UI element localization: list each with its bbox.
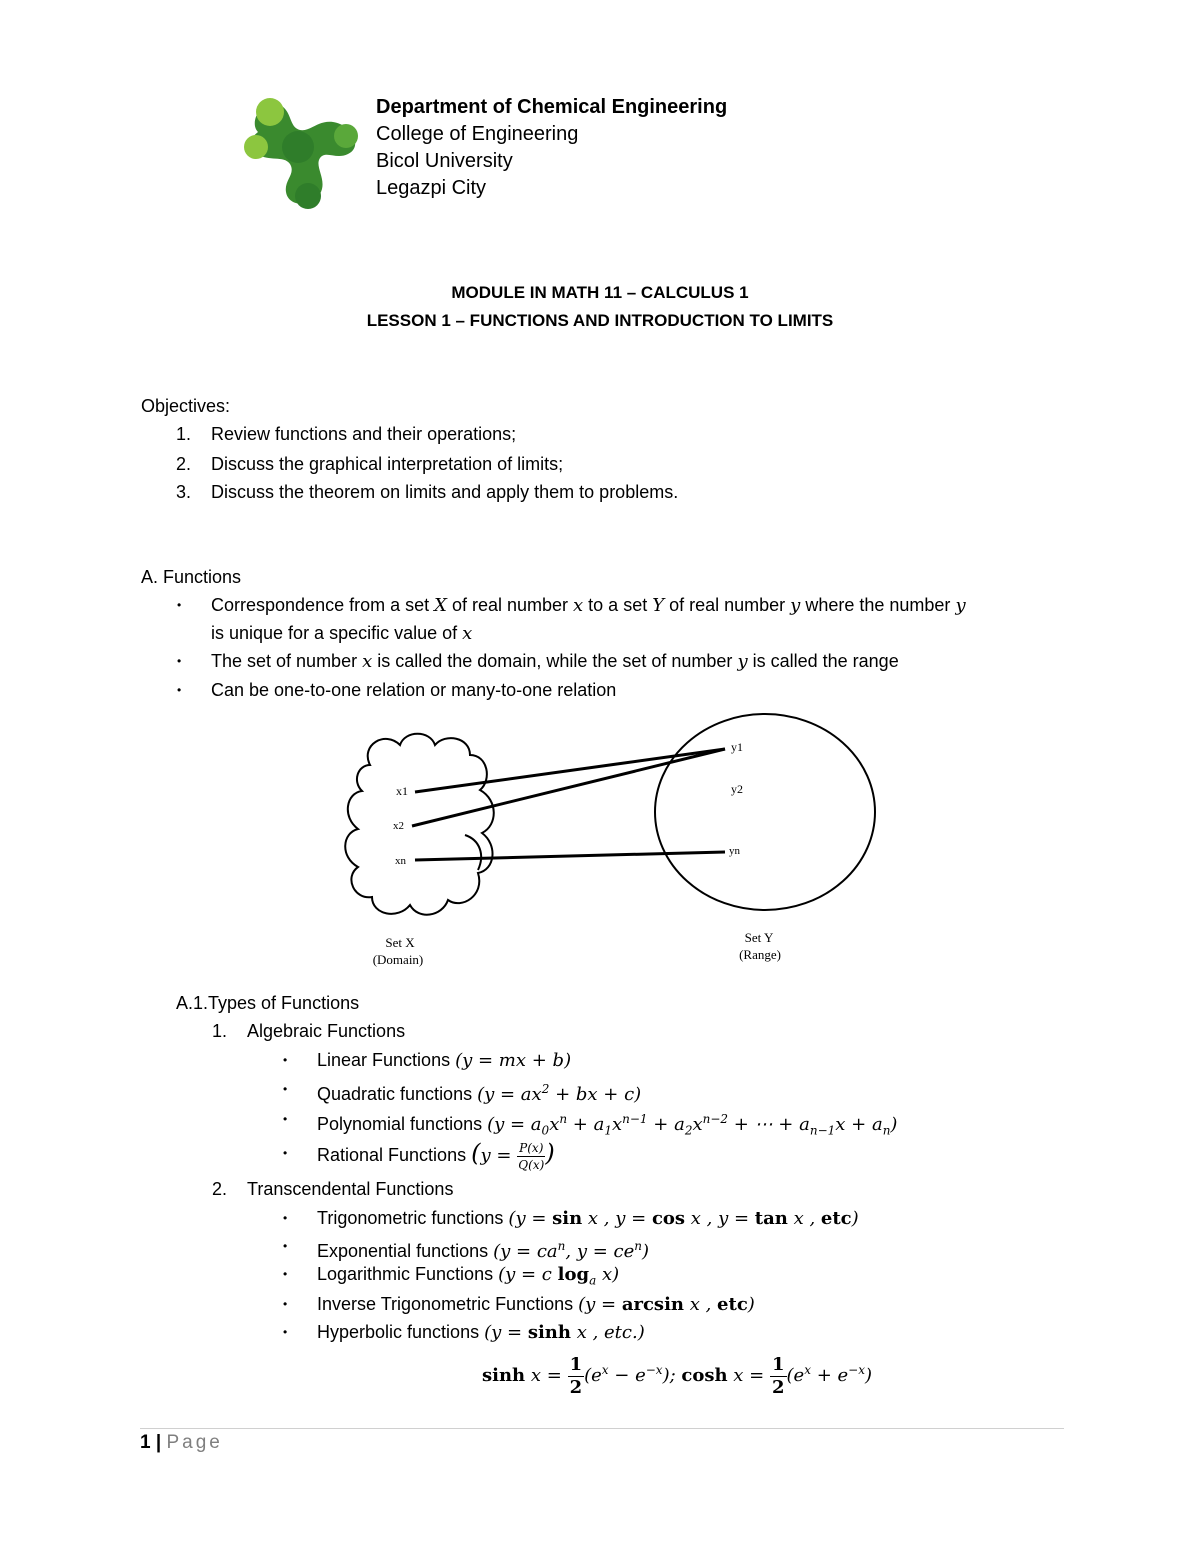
transcendental-number: 2. [212, 1179, 228, 1199]
algebraic-label: Algebraic Functions [247, 1021, 406, 1041]
text-fragment: is unique for a specific value of [211, 623, 463, 643]
text-fragment: to a set [583, 595, 653, 615]
bullet-icon: • [177, 683, 182, 697]
range-point-y2: y2 [731, 782, 743, 796]
section-a-heading: A. Functions [141, 567, 242, 587]
bullet-icon: • [283, 1211, 288, 1225]
polynomial-equation: ($y = a_0x^n + a_1x^{n-1} + a_2x^{n-2}$ + ⋯ + $a_{n-1}x + a_n$) [487, 1112, 898, 1138]
functions-definition [211, 594, 966, 617]
bullet-icon: • [177, 654, 182, 668]
set-x-label: Set X [385, 935, 415, 950]
algebraic-number: 1. [212, 1021, 228, 1041]
department-name: Department of Chemical Engineering [376, 96, 728, 118]
fraction-numerator: 1 [771, 1353, 785, 1375]
objective-number-3: 3. [176, 482, 192, 502]
types-heading: A.1.Types of Functions [176, 993, 360, 1013]
page-footer [140, 1432, 223, 1454]
text-fragment: Trigonometric functions [317, 1208, 509, 1228]
bullet-icon: • [283, 1053, 288, 1067]
text-fragment: Logarithmic Functions [317, 1264, 499, 1284]
exponential-equation: ($y = ca^n$, $y = ce^n$) [493, 1239, 650, 1262]
page-label: Page [166, 1432, 223, 1453]
bullet-icon: • [283, 1239, 288, 1253]
rational-fraction [517, 1140, 545, 1173]
bullet-icon: • [283, 1297, 288, 1311]
range-point-yn: yn [729, 845, 740, 857]
fraction-denominator: 2 [771, 1376, 785, 1398]
department-header [376, 94, 727, 202]
formula-part: $(e^x - e^{-x})$; [584, 1363, 682, 1386]
fraction-numerator: 1 [569, 1353, 583, 1375]
text-fragment: Correspondence from a set [211, 595, 435, 615]
exponential-functions [317, 1235, 649, 1263]
set-x-sublabel: (Domain) [372, 952, 424, 967]
text-fragment: of real number [446, 595, 574, 615]
objective-item-3: Discuss the theorem on limits and apply them to problems. [211, 482, 679, 502]
half-fraction [568, 1354, 585, 1399]
text-fragment: Quadratic functions [317, 1084, 478, 1104]
page-number: 1 [140, 1432, 151, 1453]
bullet-icon: • [177, 598, 182, 612]
math-var: Y [652, 595, 665, 616]
hyperbolic-equation: (y = sinh x , etc.) [484, 1322, 645, 1343]
footer-separator: | [150, 1432, 167, 1453]
domain-range-definition [211, 650, 899, 673]
math-var: X [434, 595, 447, 616]
trig-equation: (y = sin x , y = cos x , y = tan x , etc) [508, 1208, 859, 1229]
text-fragment: is called the domain, while the set of number [372, 651, 738, 671]
half-fraction [770, 1354, 787, 1399]
math-var: y [790, 595, 801, 616]
formula-part: x = [525, 1365, 568, 1386]
quadratic-equation: ($y = ax^2$ + bx + c) [477, 1082, 642, 1105]
linear-equation: (y = mx + b) [455, 1050, 572, 1071]
text-fragment: The set of number [211, 651, 363, 671]
set-y-label: Set Y [744, 930, 774, 945]
logarithmic-functions [317, 1263, 619, 1292]
objectives-heading: Objectives: [141, 396, 231, 416]
range-point-y1: y1 [731, 740, 743, 754]
inverse-trig-equation: (y = arcsin x , etc) [578, 1294, 755, 1315]
domain-point-xn: xn [395, 855, 406, 867]
domain-point-x2: x2 [393, 820, 404, 832]
formula-part: cosh [681, 1365, 728, 1386]
math-var: x [573, 595, 584, 616]
text-fragment: is called the range [747, 651, 899, 671]
fraction-denominator: 2 [569, 1376, 583, 1398]
footer-divider [140, 1428, 1064, 1429]
paren-close: ) [545, 1139, 555, 1167]
transcendental-label: Transcendental Functions [247, 1179, 454, 1199]
math-var: y [737, 651, 748, 672]
city-name: Legazpi City [376, 177, 487, 199]
relation-types: Can be one-to-one relation or many-to-one relation [211, 680, 617, 700]
functions-definition-cont [211, 622, 472, 645]
logarithmic-equation: (y = c $\log_a x$) [498, 1264, 620, 1288]
objective-number-1: 1. [176, 424, 192, 444]
formula-part: x = [727, 1365, 770, 1386]
bullet-icon: • [283, 1146, 288, 1160]
math-var: x [462, 623, 473, 644]
text-fragment: Linear Functions [317, 1050, 456, 1070]
college-name: College of Engineering [376, 123, 579, 145]
rational-numerator: P(x) [519, 1140, 544, 1155]
bullet-icon: • [283, 1267, 288, 1281]
set-y-sublabel: (Range) [739, 947, 781, 962]
text-fragment: of real number [664, 595, 791, 615]
text-fragment: where the number [800, 595, 956, 615]
objective-item-2: Discuss the graphical interpretation of limits; [211, 454, 564, 474]
math-var: y [955, 595, 966, 616]
text-fragment: Exponential functions [317, 1241, 494, 1261]
mapping-diagram [330, 705, 890, 980]
paren-open: ( [471, 1139, 481, 1167]
domain-point-x1: x1 [396, 784, 408, 798]
rational-lhs: y = [480, 1145, 518, 1166]
rational-functions [317, 1135, 555, 1174]
trig-functions [317, 1207, 859, 1230]
objective-item-1: Review functions and their operations; [211, 424, 517, 444]
linear-functions [317, 1049, 571, 1072]
domain-range-diagram [330, 705, 890, 980]
quadratic-functions [317, 1078, 641, 1106]
molecule-logo-icon [238, 92, 366, 210]
university-name: Bicol University [376, 150, 513, 172]
inverse-trig-functions [317, 1293, 755, 1316]
bullet-icon: • [283, 1112, 288, 1126]
bullet-icon: • [283, 1325, 288, 1339]
objective-number-2: 2. [176, 454, 192, 474]
text-fragment: Inverse Trigonometric Functions [317, 1294, 579, 1314]
hyperbolic-formula [482, 1346, 872, 1400]
text-fragment: Rational Functions [317, 1145, 472, 1165]
lesson-title: LESSON 1 – FUNCTIONS AND INTRODUCTION TO LIMITS [366, 311, 834, 330]
formula-part: $(e^x + e^{-x})$ [786, 1363, 873, 1386]
bullet-icon: • [283, 1082, 288, 1096]
rational-denominator: Q(x) [518, 1157, 545, 1172]
formula-part: sinh [482, 1365, 526, 1386]
text-fragment: Hyperbolic functions [317, 1322, 485, 1342]
text-fragment: Polynomial functions [317, 1114, 488, 1134]
hyperbolic-functions [317, 1321, 645, 1344]
math-var: x [362, 651, 373, 672]
university-logo [238, 92, 366, 210]
module-title: MODULE IN MATH 11 – CALCULUS 1 [451, 283, 749, 302]
